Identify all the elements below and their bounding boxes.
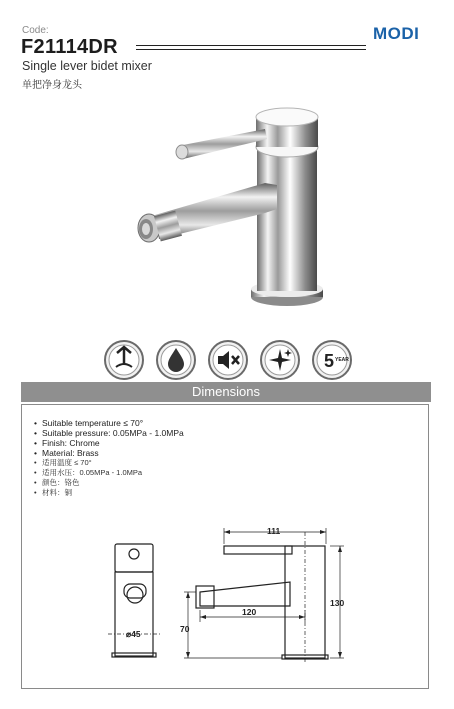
spec-finish-cn: • 颜色：铬色 bbox=[34, 478, 184, 488]
water-saving-icon bbox=[103, 339, 145, 381]
spec-temperature-cn: • 适用温度 ≤ 70° bbox=[34, 458, 184, 468]
front-view-lever bbox=[129, 549, 139, 559]
dimension-diameter: ⌀45 bbox=[126, 629, 141, 639]
spec-pressure-cn: • 适用水压：0.05MPa - 1.0MPa bbox=[34, 468, 184, 478]
dimension-spout-length: 120 bbox=[242, 607, 257, 617]
model-number: F21114DR bbox=[21, 36, 118, 58]
warranty-number: 5 bbox=[324, 351, 335, 371]
technical-drawing bbox=[100, 522, 360, 667]
silent-icon bbox=[207, 339, 249, 381]
code-label: Code: bbox=[22, 25, 49, 36]
spec-pressure: • Suitable pressure: 0.05MPa - 1.0MPa bbox=[34, 428, 184, 438]
product-subtitle-cn: 单把净身龙头 bbox=[22, 80, 82, 91]
spec-temperature: • Suitable temperature ≤ 70° bbox=[34, 418, 184, 428]
warranty-unit: YEAR bbox=[335, 357, 349, 363]
specifications-list bbox=[34, 418, 184, 498]
front-view-cap bbox=[115, 544, 153, 572]
dimension-spout-height: 70 bbox=[180, 624, 190, 634]
sparkle-clean-icon bbox=[259, 339, 301, 381]
spec-material: • Material: Brass bbox=[34, 448, 184, 458]
dimension-width-top: 111 bbox=[267, 526, 281, 536]
product-image bbox=[125, 105, 335, 320]
dimensions-header: Dimensions bbox=[21, 382, 431, 402]
side-view-lever bbox=[224, 546, 292, 554]
product-subtitle-en: Single lever bidet mixer bbox=[22, 59, 152, 73]
front-view-base bbox=[112, 653, 156, 657]
water-drop-icon bbox=[155, 339, 197, 381]
dimension-height: 130 bbox=[330, 598, 345, 608]
title-rule bbox=[136, 45, 366, 46]
brand-logo: MODI bbox=[373, 24, 420, 43]
spec-finish: • Finish: Chrome bbox=[34, 438, 184, 448]
side-view-nozzle bbox=[196, 586, 214, 608]
title-rule bbox=[136, 49, 366, 50]
spec-material-cn: • 材料：铜 bbox=[34, 488, 184, 498]
five-year-warranty-icon bbox=[311, 339, 353, 381]
